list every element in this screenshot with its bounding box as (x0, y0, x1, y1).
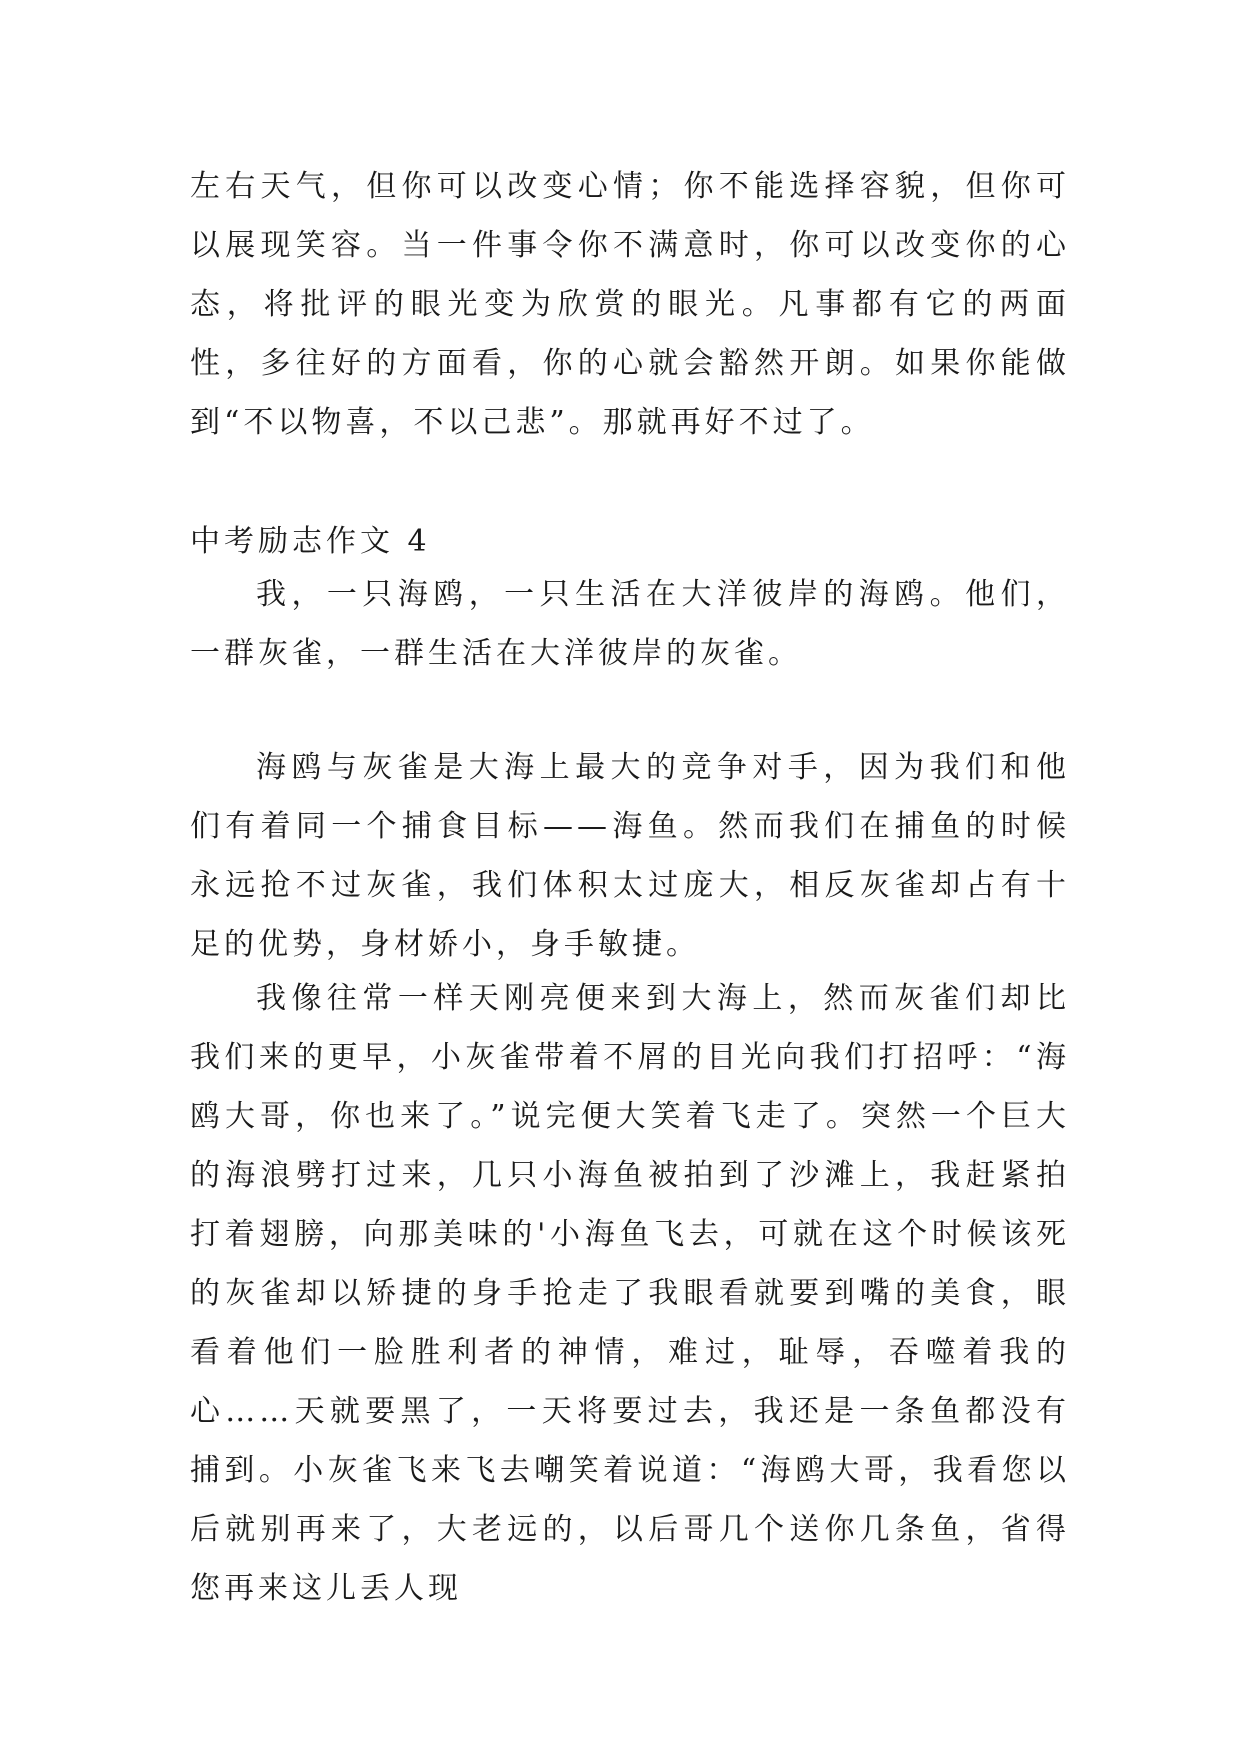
paragraph-text: 我像往常一样天刚亮便来到大海上，然而灰雀们却比我们来的更早，小灰雀带着不屑的目光向我们打招呼：“海鸥大哥，你也来了。”说完便大笑着飞走了。突然一个巨大的海浪劈打过来，几只小海鱼被拍到了沙滩上，我赶紧拍打着翅膀，向那美味的'小海鱼飞去，可就在这个时候该死的灰雀却以矫捷的身手抢走了我眼看就要到嘴的美食，眼看着他们一脸胜利者的神情，难过，耻辱，吞噬着我的心……天就要黑了，一天将要过去，我还是一条鱼都没有捕到。小灰雀飞来飞去嘲笑着说道：“海鸥大哥，我看您以后就别再来了，大老远的，以后哥几个送你几条鱼，省得您再来这儿丢人现 (190, 981, 1070, 1606)
paragraph-text: 左右天气，但你可以改变心情；你不能选择容貌，但你可以展现笑容。当一件事令你不满意时，你可以改变你的心态，将批评的眼光变为欣赏的眼光。凡事都有它的两面性，多往好的方面看，你的心就会豁然开朗。如果你能做到“不以物喜，不以己悲”。那就再好不过了。 (190, 169, 1070, 440)
section-heading: 中考励志作文 4 (190, 524, 431, 559)
paragraph-3 (190, 969, 1070, 1618)
paragraph-2 (190, 738, 1070, 974)
continued-paragraph (190, 157, 1070, 452)
paragraph-text: 我，一只海鸥，一只生活在大洋彼岸的海鸥。他们，一群灰雀，一群生活在大洋彼岸的灰雀。 (190, 577, 1070, 671)
paragraph-text: 海鸥与灰雀是大海上最大的竞争对手，因为我们和他们有着同一个捕食目标——海鱼。然而我们在捕鱼的时候永远抢不过灰雀，我们体积太过庞大，相反灰雀却占有十足的优势，身材娇小，身手敏捷。 (190, 750, 1070, 962)
paragraph-1 (190, 565, 1070, 683)
